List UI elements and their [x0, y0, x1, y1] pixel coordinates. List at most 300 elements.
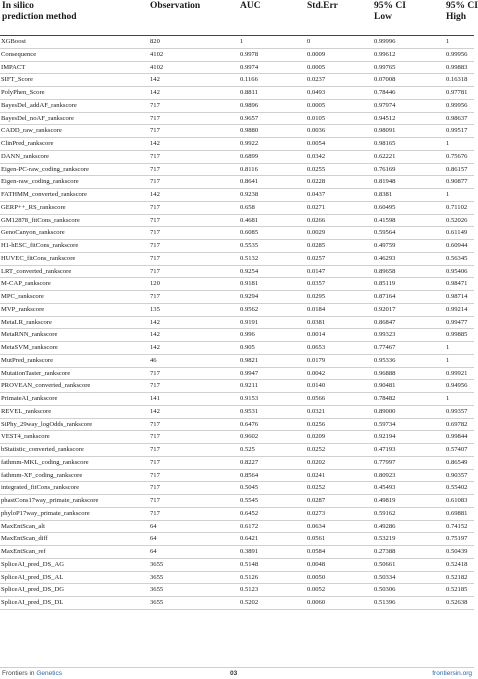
auc-cell: 0.6452	[238, 507, 305, 520]
observation-cell: 717	[148, 240, 238, 253]
stderr-cell: 0.0014	[305, 329, 372, 342]
stderr-cell: 0.0342	[305, 150, 372, 163]
stderr-cell: 0.0437	[305, 189, 372, 202]
method-cell: fathmm-MKL_coding_rankscore	[0, 456, 148, 469]
auc-cell: 0.9657	[238, 112, 305, 125]
observation-cell: 820	[148, 36, 238, 49]
observation-cell: 142	[148, 138, 238, 151]
observation-cell: 717	[148, 380, 238, 393]
method-cell: bStatistic_converted_rankscore	[0, 444, 148, 457]
method-cell: MetaLR_rankscore	[0, 316, 148, 329]
ci-high-cell: 0.98714	[444, 291, 474, 304]
method-cell: DANN_rankscore	[0, 150, 148, 163]
observation-cell: 717	[148, 201, 238, 214]
ci-low-cell: 0.86847	[372, 316, 444, 329]
ci-low-cell: 0.46293	[372, 252, 444, 265]
column-header-line1: 95% CI	[374, 1, 406, 11]
method-cell: MPC_rankscore	[0, 291, 148, 304]
method-cell: integrated_fitCons_rankscore	[0, 482, 148, 495]
method-cell: Eigen-PC-raw_coding_rankscore	[0, 163, 148, 176]
ci-high-cell: 0.52185	[444, 584, 474, 597]
auc-cell: 0.9191	[238, 316, 305, 329]
table-row	[0, 469, 474, 482]
ci-low-cell: 0.80923	[372, 469, 444, 482]
observation-cell: 717	[148, 214, 238, 227]
stderr-cell: 0.0005	[305, 99, 372, 112]
stderr-cell: 0.0060	[305, 597, 372, 610]
observation-cell: 717	[148, 495, 238, 508]
auc-cell: 0.9602	[238, 431, 305, 444]
table-row	[0, 380, 474, 393]
stderr-cell: 0.0147	[305, 265, 372, 278]
observation-cell: 717	[148, 444, 238, 457]
auc-cell: 0.5545	[238, 495, 305, 508]
method-cell: VEST4_rankscore	[0, 431, 148, 444]
stderr-cell: 0.0054	[305, 138, 372, 151]
table-row	[0, 189, 474, 202]
auc-cell: 0.905	[238, 342, 305, 355]
ci-high-cell: 0.56345	[444, 252, 474, 265]
auc-cell: 0.525	[238, 444, 305, 457]
method-cell: CADD_raw_rankscore	[0, 125, 148, 138]
observation-cell: 135	[148, 303, 238, 316]
stderr-cell: 0.0295	[305, 291, 372, 304]
method-cell: PolyPhen_Score	[0, 87, 148, 100]
table-row	[0, 125, 474, 138]
ci-high-cell: 0.55402	[444, 482, 474, 495]
ci-high-cell: 0.71102	[444, 201, 474, 214]
ci-high-cell: 0.99921	[444, 367, 474, 380]
ci-high-cell: 0.95406	[444, 265, 474, 278]
stderr-cell: 0.0050	[305, 571, 372, 584]
method-cell: GERP++_RS_rankscore	[0, 201, 148, 214]
stderr-cell: 0.0252	[305, 444, 372, 457]
column-header-line1: Std.Err	[307, 1, 338, 11]
ci-high-cell: 0.86549	[444, 456, 474, 469]
ci-low-cell: 0.97974	[372, 99, 444, 112]
auc-cell: 0.5123	[238, 584, 305, 597]
observation-cell: 717	[148, 227, 238, 240]
ci-high-cell: 0.94956	[444, 380, 474, 393]
observation-cell: 717	[148, 163, 238, 176]
stderr-cell: 0.0653	[305, 342, 372, 355]
ci-high-cell: 0.86157	[444, 163, 474, 176]
ci-high-cell: 0.52182	[444, 571, 474, 584]
method-cell: MaxEntScan_alt	[0, 520, 148, 533]
observation-cell: 4102	[148, 48, 238, 61]
observation-cell: 142	[148, 316, 238, 329]
ci-low-cell: 0.96888	[372, 367, 444, 380]
ci-low-cell: 0.89000	[372, 405, 444, 418]
auc-cell: 0.5148	[238, 558, 305, 571]
auc-cell: 0.8116	[238, 163, 305, 176]
stderr-cell: 0.0184	[305, 303, 372, 316]
table-row	[0, 495, 474, 508]
ci-high-cell: 1	[444, 138, 474, 151]
column-header-line2: prediction method	[2, 12, 77, 22]
observation-cell: 142	[148, 189, 238, 202]
stderr-cell: 0.0357	[305, 278, 372, 291]
observation-cell: 717	[148, 482, 238, 495]
stderr-cell: 0.0566	[305, 393, 372, 406]
method-cell: REVEL_rankscore	[0, 405, 148, 418]
method-cell: MetaRNN_rankscore	[0, 329, 148, 342]
auc-cell: 0.9821	[238, 354, 305, 367]
table-row	[0, 112, 474, 125]
method-cell: ClinPred_rankscore	[0, 138, 148, 151]
observation-cell: 717	[148, 291, 238, 304]
ci-high-cell: 1	[444, 354, 474, 367]
stderr-cell: 0.0273	[305, 507, 372, 520]
column-header	[148, 0, 238, 36]
observation-cell: 46	[148, 354, 238, 367]
auc-cell: 0.9947	[238, 367, 305, 380]
stderr-cell: 0	[305, 36, 372, 49]
ci-low-cell: 0.59564	[372, 227, 444, 240]
ci-low-cell: 0.76169	[372, 163, 444, 176]
ci-low-cell: 0.85119	[372, 278, 444, 291]
ci-high-cell: 0.99214	[444, 303, 474, 316]
table-row	[0, 329, 474, 342]
auc-cell: 0.9294	[238, 291, 305, 304]
column-header-line1: AUC	[240, 1, 261, 11]
ci-low-cell: 0.98165	[372, 138, 444, 151]
table-row	[0, 176, 474, 189]
method-cell: phastCons17way_primate_rankscore	[0, 495, 148, 508]
table-row	[0, 201, 474, 214]
auc-cell: 0.6476	[238, 418, 305, 431]
column-header	[444, 0, 478, 36]
stderr-cell: 0.0237	[305, 74, 372, 87]
method-cell: phyloP17way_primate_rankscore	[0, 507, 148, 520]
journal-link[interactable]: Genetics	[36, 670, 62, 677]
method-cell: PROVEAN_converted_rankscore	[0, 380, 148, 393]
auc-cell: 0.9238	[238, 189, 305, 202]
table-row	[0, 303, 474, 316]
method-cell: XGBoost	[0, 36, 148, 49]
stderr-cell: 0.0634	[305, 520, 372, 533]
ci-high-cell: 0.69782	[444, 418, 474, 431]
stderr-cell: 0.0285	[305, 240, 372, 253]
page-footer	[0, 667, 474, 679]
observation-cell: 142	[148, 342, 238, 355]
table-row	[0, 431, 474, 444]
observation-cell: 120	[148, 278, 238, 291]
ci-low-cell: 0.99765	[372, 61, 444, 74]
ci-low-cell: 0.77467	[372, 342, 444, 355]
auc-cell: 0.5126	[238, 571, 305, 584]
ci-low-cell: 0.27388	[372, 546, 444, 559]
ci-low-cell: 0.45493	[372, 482, 444, 495]
observation-cell: 717	[148, 456, 238, 469]
ci-high-cell: 0.16318	[444, 74, 474, 87]
ci-low-cell: 0.8381	[372, 189, 444, 202]
ci-low-cell: 0.41598	[372, 214, 444, 227]
observation-cell: 717	[148, 367, 238, 380]
ci-high-cell: 0.98637	[444, 112, 474, 125]
auc-cell: 0.9922	[238, 138, 305, 151]
ci-low-cell: 0.50661	[372, 558, 444, 571]
ci-high-cell: 0.99885	[444, 329, 474, 342]
stderr-cell: 0.0321	[305, 405, 372, 418]
method-cell: HUVEC_fitCons_rankscore	[0, 252, 148, 265]
table-row	[0, 597, 474, 610]
ci-low-cell: 0.49759	[372, 240, 444, 253]
method-cell: M-CAP_rankscore	[0, 278, 148, 291]
method-cell: PrimateAI_rankscore	[0, 393, 148, 406]
ci-low-cell: 0.99323	[372, 329, 444, 342]
method-cell: IMPACT	[0, 61, 148, 74]
column-header-line1: In silico	[2, 1, 34, 11]
ci-low-cell: 0.51396	[372, 597, 444, 610]
ci-high-cell: 0.61083	[444, 495, 474, 508]
method-cell: Consequence	[0, 48, 148, 61]
table-row	[0, 418, 474, 431]
stderr-cell: 0.0009	[305, 48, 372, 61]
ci-high-cell: 0.50439	[444, 546, 474, 559]
journal-name	[2, 669, 62, 679]
auc-cell: 0.658	[238, 201, 305, 214]
observation-cell: 64	[148, 520, 238, 533]
table-row	[0, 138, 474, 151]
method-cell: BayesDel_addAF_rankscore	[0, 99, 148, 112]
ci-high-cell: 0.99357	[444, 405, 474, 418]
table-row	[0, 36, 474, 49]
observation-cell: 717	[148, 418, 238, 431]
observation-cell: 142	[148, 329, 238, 342]
observation-cell: 717	[148, 507, 238, 520]
method-cell: FATHMM_converted_rankscore	[0, 189, 148, 202]
ci-low-cell: 0.50306	[372, 584, 444, 597]
ci-low-cell: 0.92017	[372, 303, 444, 316]
stderr-cell: 0.0271	[305, 201, 372, 214]
auc-cell: 0.8641	[238, 176, 305, 189]
auc-cell: 0.5045	[238, 482, 305, 495]
stderr-cell: 0.0257	[305, 252, 372, 265]
ci-high-cell: 0.98471	[444, 278, 474, 291]
table-row	[0, 214, 474, 227]
ci-low-cell: 0.78446	[372, 87, 444, 100]
column-header-line2: High	[446, 12, 467, 22]
auc-cell: 0.9211	[238, 380, 305, 393]
table-row	[0, 278, 474, 291]
observation-cell: 717	[148, 125, 238, 138]
ci-high-cell: 0.52026	[444, 214, 474, 227]
column-header	[0, 0, 148, 36]
table-row	[0, 342, 474, 355]
auc-cell: 0.9153	[238, 393, 305, 406]
ci-high-cell: 0.90877	[444, 176, 474, 189]
method-cell: fathmm-XF_coding_rankscore	[0, 469, 148, 482]
table-row	[0, 367, 474, 380]
method-cell: MaxEntScan_diff	[0, 533, 148, 546]
table-row	[0, 533, 474, 546]
observation-cell: 142	[148, 405, 238, 418]
table-row	[0, 240, 474, 253]
ci-low-cell: 0.60495	[372, 201, 444, 214]
table-row	[0, 48, 474, 61]
stderr-cell: 0.0381	[305, 316, 372, 329]
observation-cell: 3655	[148, 558, 238, 571]
method-cell: SpliceAI_pred_DS_DG	[0, 584, 148, 597]
stderr-cell: 0.0036	[305, 125, 372, 138]
ci-high-cell: 0.69881	[444, 507, 474, 520]
observation-cell: 64	[148, 546, 238, 559]
auc-cell: 0.8811	[238, 87, 305, 100]
table-row	[0, 252, 474, 265]
auc-cell: 1	[238, 36, 305, 49]
table-row	[0, 507, 474, 520]
ci-low-cell: 0.77997	[372, 456, 444, 469]
observation-cell: 717	[148, 431, 238, 444]
auc-cell: 0.9896	[238, 99, 305, 112]
table-row	[0, 482, 474, 495]
ci-low-cell: 0.59162	[372, 507, 444, 520]
table-row	[0, 520, 474, 533]
observation-cell: 717	[148, 176, 238, 189]
ci-high-cell: 0.75676	[444, 150, 474, 163]
stderr-cell: 0.0252	[305, 482, 372, 495]
table-row	[0, 558, 474, 571]
method-cell: MetaSVM_rankscore	[0, 342, 148, 355]
method-cell: LRT_converted_rankscore	[0, 265, 148, 278]
observation-cell: 717	[148, 112, 238, 125]
table-row	[0, 393, 474, 406]
table-row	[0, 571, 474, 584]
ci-low-cell: 0.94512	[372, 112, 444, 125]
ci-high-cell: 0.52638	[444, 597, 474, 610]
observation-cell: 717	[148, 99, 238, 112]
stderr-cell: 0.0287	[305, 495, 372, 508]
ci-low-cell: 0.50334	[372, 571, 444, 584]
column-header	[305, 0, 372, 36]
method-cell: SiPhy_29way_logOdds_rankscore	[0, 418, 148, 431]
page-number: 03	[230, 670, 238, 677]
site-link[interactable]: frontiersin.org	[432, 670, 472, 677]
auc-cell: 0.8564	[238, 469, 305, 482]
method-cell: MutationTaster_rankscore	[0, 367, 148, 380]
journal-prefix: Frontiers in	[2, 670, 37, 677]
ci-low-cell: 0.62221	[372, 150, 444, 163]
auc-cell: 0.5202	[238, 597, 305, 610]
ci-high-cell: 0.99517	[444, 125, 474, 138]
ci-high-cell: 0.61149	[444, 227, 474, 240]
column-header	[238, 0, 305, 36]
auc-cell: 0.6421	[238, 533, 305, 546]
table-row	[0, 265, 474, 278]
ci-low-cell: 0.95336	[372, 354, 444, 367]
method-cell: SpliceAI_pred_DS_AG	[0, 558, 148, 571]
method-cell: SIFT_Score	[0, 74, 148, 87]
ci-high-cell: 0.57407	[444, 444, 474, 457]
ci-high-cell: 0.99956	[444, 48, 474, 61]
ci-low-cell: 0.87164	[372, 291, 444, 304]
table-row	[0, 163, 474, 176]
observation-cell: 4102	[148, 61, 238, 74]
method-cell: SpliceAI_pred_DS_DL	[0, 597, 148, 610]
observation-cell: 142	[148, 87, 238, 100]
observation-cell: 3655	[148, 584, 238, 597]
observation-cell: 717	[148, 469, 238, 482]
ci-low-cell: 0.53219	[372, 533, 444, 546]
ci-high-cell: 0.90357	[444, 469, 474, 482]
method-cell: BayesDel_noAF_rankscore	[0, 112, 148, 125]
method-cell: MVP_rankscore	[0, 303, 148, 316]
method-cell: GM12878_fitCons_rankscore	[0, 214, 148, 227]
table-row	[0, 456, 474, 469]
method-cell: MutPred_rankscore	[0, 354, 148, 367]
observation-cell: 3655	[148, 571, 238, 584]
auc-cell: 0.6085	[238, 227, 305, 240]
ci-low-cell: 0.81948	[372, 176, 444, 189]
stderr-cell: 0.0256	[305, 418, 372, 431]
column-header-line1: 95% CI	[446, 1, 478, 11]
ci-high-cell: 1	[444, 189, 474, 202]
ci-high-cell: 1	[444, 342, 474, 355]
method-cell: GenoCanyon_rankscore	[0, 227, 148, 240]
auc-cell: 0.996	[238, 329, 305, 342]
observation-cell: 141	[148, 393, 238, 406]
table-row	[0, 405, 474, 418]
auc-cell: 0.5132	[238, 252, 305, 265]
column-header-line1: Observation	[150, 1, 201, 11]
stderr-cell: 0.0228	[305, 176, 372, 189]
method-cell: Eigen-raw_coding_rankscore	[0, 176, 148, 189]
stderr-cell: 0.0584	[305, 546, 372, 559]
table-row	[0, 99, 474, 112]
stderr-cell: 0.0202	[305, 456, 372, 469]
table-row	[0, 546, 474, 559]
ci-low-cell: 0.59734	[372, 418, 444, 431]
table-body	[0, 36, 474, 610]
stderr-cell: 0.0266	[305, 214, 372, 227]
table-row	[0, 87, 474, 100]
auc-cell: 0.9978	[238, 48, 305, 61]
stderr-cell: 0.0241	[305, 469, 372, 482]
ci-high-cell: 0.75197	[444, 533, 474, 546]
observation-cell: 142	[148, 74, 238, 87]
table-row	[0, 354, 474, 367]
table-header	[0, 0, 478, 36]
ci-high-cell: 0.99956	[444, 99, 474, 112]
ci-low-cell: 0.92194	[372, 431, 444, 444]
auc-cell: 0.3891	[238, 546, 305, 559]
auc-cell: 0.9181	[238, 278, 305, 291]
stderr-cell: 0.0209	[305, 431, 372, 444]
auc-cell: 0.4681	[238, 214, 305, 227]
auc-cell: 0.9562	[238, 303, 305, 316]
table-row	[0, 74, 474, 87]
stderr-cell: 0.0493	[305, 87, 372, 100]
ci-low-cell: 0.78482	[372, 393, 444, 406]
ci-low-cell: 0.47193	[372, 444, 444, 457]
ci-low-cell: 0.90481	[372, 380, 444, 393]
column-header-line2: Low	[374, 12, 392, 22]
ci-low-cell: 0.49819	[372, 495, 444, 508]
table-row	[0, 291, 474, 304]
ci-high-cell: 0.99844	[444, 431, 474, 444]
ci-low-cell: 0.98091	[372, 125, 444, 138]
table-row	[0, 61, 474, 74]
auc-cell: 0.8227	[238, 456, 305, 469]
ci-high-cell: 0.99883	[444, 61, 474, 74]
ci-low-cell: 0.07008	[372, 74, 444, 87]
table-row	[0, 584, 474, 597]
stderr-cell: 0.0255	[305, 163, 372, 176]
method-cell: SpliceAI_pred_DS_AL	[0, 571, 148, 584]
table-row	[0, 227, 474, 240]
method-cell: MaxEntScan_ref	[0, 546, 148, 559]
